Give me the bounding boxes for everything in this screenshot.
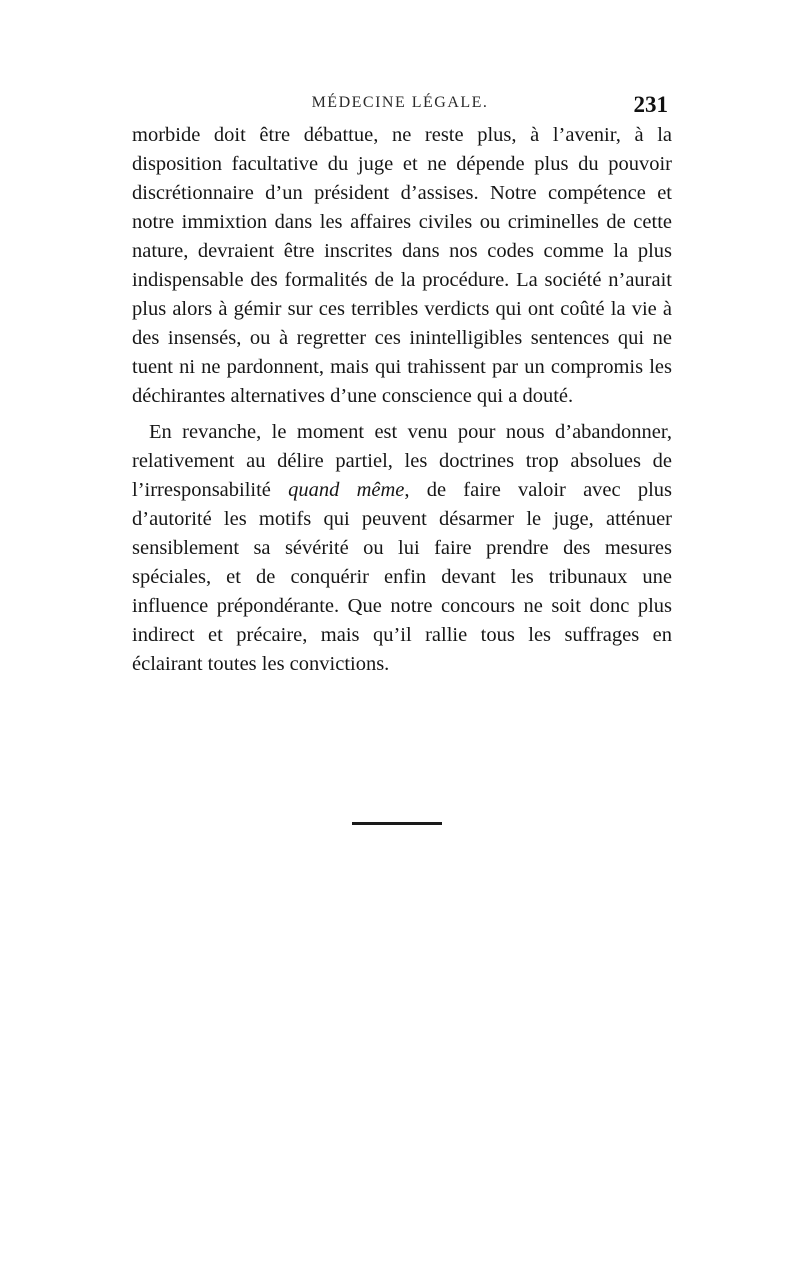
page-number: 231 bbox=[633, 92, 668, 117]
running-title: MÉDECINE LÉGALE. bbox=[311, 94, 489, 111]
paragraph-2-emphasis: quand même bbox=[288, 479, 405, 501]
paragraph-1-text: morbide doit être débattue, ne reste plus, à l’avenir, à la disposition facultative du juge et ne dépende plus du pouvoir discrétionnaire d’un président d’assises. Notre compétence et notre immixtion dans les affaires civiles ou criminelles de cette nature, devraient être inscrites dans nos codes comme la plus indispensable des formalités de la procédure. La société n’aurait plus alors à gémir sur ces terribles verdicts qui ont coûté la vie à des insensés, ou à regretter ces inintelligibles sentences qui ne tuent ni ne pardonnent, mais qui trahissent par un compromis les déchirantes alternatives d’une conscience qui a douté. bbox=[132, 124, 672, 407]
running-head bbox=[0, 92, 800, 118]
paragraph-2-text-before: En revanche, le moment est venu pour nous d’abandonner, relativement au délire partiel, les doctrines trop absolues de l’irresponsabilité bbox=[132, 421, 672, 501]
paragraph-2-text-after: , de faire valoir avec plus d’autorité les motifs qui peuvent désarmer le juge, atténuer sensiblement sa sévérité ou lui faire prendre des mesures spéciales, et de conquérir enfin devant les tribunaux une influence prépondérante. Que notre concours ne soit donc plus indirect et précaire, mais qu’il rallie tous les suffrages en éclairant toutes les convictions. bbox=[132, 479, 673, 675]
paragraph-2 bbox=[132, 418, 672, 679]
body-text bbox=[132, 121, 672, 679]
end-rule bbox=[352, 822, 442, 825]
paragraph-1 bbox=[132, 121, 672, 411]
